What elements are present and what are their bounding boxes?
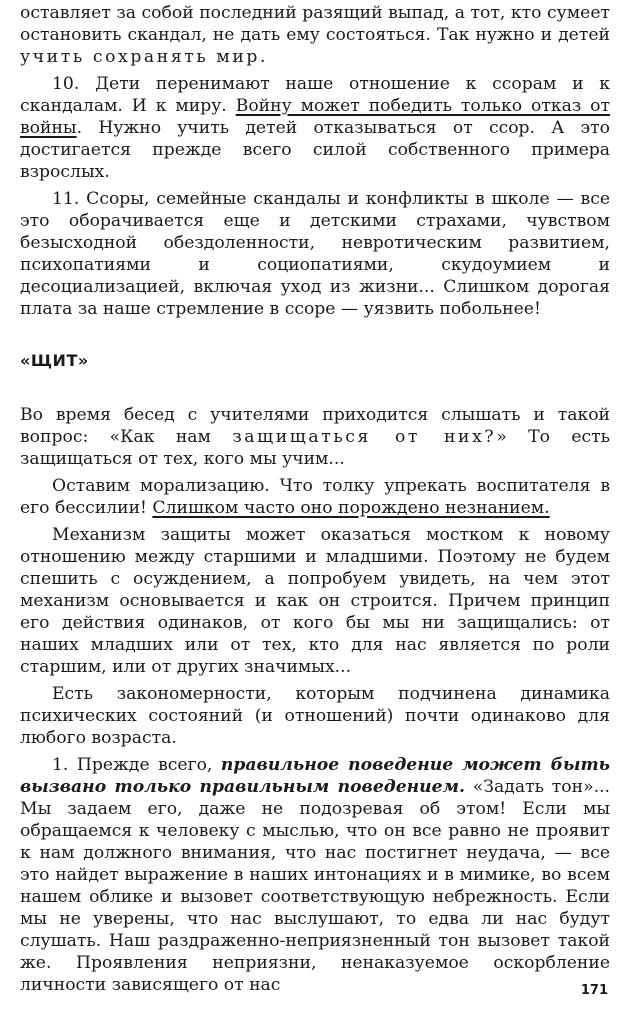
paragraph-1-text: оставляет за собой последний разящий выпад, а тот, кто сумеет остановить скандал, не дать ему состояться. Так нужно и детей <box>20 3 610 45</box>
paragraph-8-italic-phrase: правильное поведение может быть вызвано только правильным поведением. <box>20 755 610 797</box>
paragraph-1 <box>20 2 610 68</box>
paragraph-2-text: 10. Дети перенимают наше отношение к ссорам и к скандалам. И к миру. <box>20 74 610 116</box>
paragraph-2 <box>20 73 610 183</box>
paragraph-5 <box>20 475 610 519</box>
paragraph-4-spaced-phrase: защищаться от них? <box>232 427 497 447</box>
paragraph-8-end: «Задать тон»... Мы задаем его, даже не подозревая об этом! Если мы обращаемся к человеку с мыслью, что он все равно не проявит к нам должного внимания, что нас постигнет неудача, — все это найдет выражение в наших интонациях и в мимике, во всем нашем облике и вызовет соответствующую небрежность. Если мы не уверены, что нас выслушают, то едва ли нас будут слушать. Наш раздраженно-неприязненный тон вызовет такой же. Проявления неприязни, ненаказуемое оскорбление личности зависящего от нас <box>20 777 610 995</box>
paragraph-4-end: » То есть защищаться от тех, кого мы учим... <box>20 427 611 469</box>
paragraph-2-underlined-phrase: Войну может победить только отказ от войны <box>20 96 610 138</box>
paragraph-1-end: . <box>260 47 266 67</box>
page-number: 171 <box>580 983 608 998</box>
section-heading: «ЩИТ» <box>20 351 89 370</box>
paragraph-2-end: . Нужно учить детей отказываться от ссор. А это достигается прежде всего силой собственного примера взрослых. <box>20 118 610 182</box>
paragraph-8-text: 1. Прежде всего, <box>52 755 221 775</box>
paragraph-6: Механизм защиты может оказаться мостком к новому отношению между старшими и младшими. Поэтому не будем спешить с осуждением, а попробуем увидеть, на чем этот механизм основывается и как он строится. Причем принцип его действия одинаков, от кого бы мы ни защищались: от наших младших или от тех, кто для нас является по роли старшим, или от других значимых... <box>20 525 610 677</box>
paragraph-7: Есть закономерности, которым подчинена динамика психических состояний (и отношений) почти одинаково для любого возраста. <box>20 684 610 748</box>
paragraph-5-text: Оставим морализацию. Что толку упрекать воспитателя в его бессилии! <box>20 476 610 518</box>
book-page <box>20 2 610 1006</box>
paragraph-5-underlined-phrase: Слишком часто оно порождено незнанием. <box>152 498 550 518</box>
paragraph-1-spaced-phrase: учить сохранять мир <box>20 47 261 67</box>
paragraph-4 <box>20 404 610 470</box>
paragraph-4-text: Во время бесед с учителями приходится слышать и такой вопрос: «Как нам <box>20 405 610 447</box>
paragraph-3: 11. Ссоры, семейные скандалы и конфликты в школе — все это оборачивается еще и детскими страхами, чувством безысходной обездоленности, невротическим развитием, психопатиями и социопатиями, скудоумием и десоциализацией, включая уход из жизни... Слишком дорогая плата за наше стремление в ссоре — уязвить побольнее! <box>20 189 610 319</box>
paragraph-8 <box>20 754 610 996</box>
